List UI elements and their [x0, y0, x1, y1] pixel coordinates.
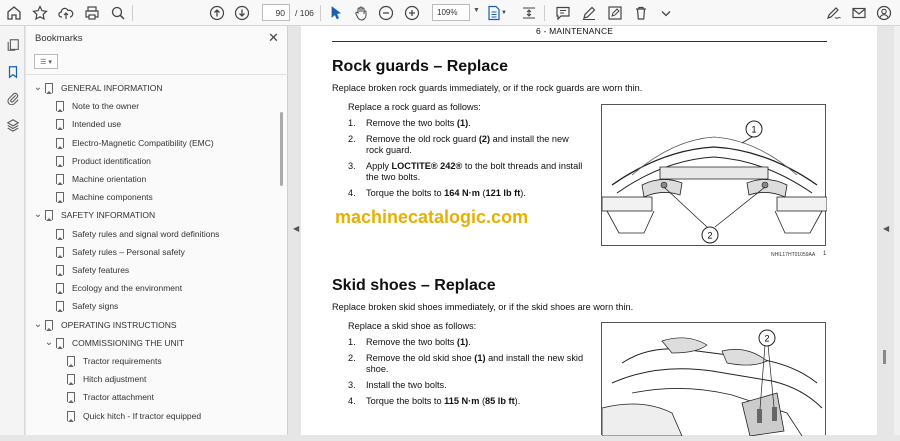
bookmark-flag-icon — [56, 247, 64, 257]
step-text-part: ). — [520, 188, 526, 198]
bookmark-item[interactable] — [44, 115, 121, 133]
star-icon[interactable] — [30, 3, 50, 23]
bookmark-item[interactable] — [44, 279, 182, 297]
step-text-part: Remove the two bolts — [366, 337, 457, 347]
step-text-part: Remove the old skid shoe — [366, 353, 475, 363]
options-list-icon: ☰ ▾ — [40, 58, 52, 66]
page-down-icon[interactable] — [232, 3, 252, 23]
step-text-part: 164 N·m — [444, 188, 480, 198]
bookmark-item[interactable] — [33, 316, 177, 334]
bookmark-flag-icon — [56, 119, 64, 129]
attachment-icon[interactable] — [4, 89, 21, 106]
bookmark-label: Safety features — [72, 265, 130, 275]
rock-guard-figure — [601, 104, 826, 246]
step-number: 1. — [348, 337, 356, 347]
print-icon[interactable] — [82, 3, 102, 23]
bookmark-label: Intended use — [72, 119, 122, 130]
zoom-chevron-down-icon[interactable]: ▼ — [473, 7, 480, 14]
bookmark-item[interactable] — [44, 297, 118, 315]
step-text-part: (1) — [474, 353, 486, 363]
bookmark-flag-icon — [67, 392, 75, 402]
section-intro-rock-guards: Replace broken rock guards immediately, or if the rock guards are worn thin. — [332, 83, 643, 93]
steps-lead-rock-guards: Replace a rock guard as follows: — [348, 102, 481, 112]
main-toolbar — [0, 0, 900, 26]
page-scroll-thumb[interactable] — [883, 350, 886, 364]
account-icon[interactable] — [874, 3, 894, 23]
bookmark-label: COMMISSIONING THE UNIT — [72, 337, 185, 348]
step-text-part: Remove the two bolts — [366, 118, 457, 128]
step-number: 1. — [348, 118, 356, 128]
bookmark-item[interactable] — [55, 352, 162, 370]
bookmark-flag-icon — [56, 301, 64, 311]
sign-pen-icon[interactable] — [824, 3, 844, 23]
bookmark-label: Quick hitch - If tractor equipped — [83, 410, 202, 421]
step-text-part: and install the new rock guard. — [366, 134, 569, 155]
page-total: / 106 — [295, 8, 314, 18]
step-text — [366, 396, 586, 407]
skid-shoe-figure — [601, 322, 826, 435]
bookmark-flag-icon — [56, 338, 64, 348]
bookmark-item[interactable] — [33, 79, 163, 97]
delete-icon[interactable] — [631, 3, 651, 23]
bookmark-label: SAFETY INFORMATION — [61, 210, 156, 221]
step-text-part: (1) — [456, 337, 469, 347]
bookmark-flag-icon — [56, 283, 64, 293]
bookmark-label: Electro-Magnetic Compatibility (EMC) — [72, 137, 214, 148]
bookmark-flag-icon — [45, 210, 53, 220]
bookmark-label: Ecology and the environment — [72, 283, 183, 294]
bookmark-item[interactable] — [55, 407, 201, 425]
callout-2-label-skid: 2 — [764, 333, 770, 344]
collapse-right-icon[interactable]: ◀ — [883, 224, 890, 233]
bookmark-item[interactable] — [44, 152, 151, 170]
step-text-part: Torque the bolts to — [366, 188, 445, 198]
page-up-icon[interactable] — [207, 3, 227, 23]
step-text-part: LOCTITE® 242® — [391, 161, 463, 171]
step-text — [366, 134, 586, 156]
bookmark-item[interactable] — [44, 334, 184, 352]
step-text-part: ( — [479, 396, 486, 406]
rock-guard-illustration — [602, 105, 827, 247]
step-text-part: Install the two bolts. — [366, 380, 447, 390]
step-item — [348, 353, 588, 377]
close-icon[interactable]: ✕ — [268, 30, 279, 45]
figure-number: 1 — [823, 251, 827, 257]
watermark-text: machinecatalogic.com — [335, 207, 529, 227]
bookmark-label: Machine orientation — [72, 174, 147, 184]
step-number: 2. — [348, 134, 356, 144]
bookmarks-title: Bookmarks — [35, 33, 83, 44]
bookmark-flag-icon — [56, 101, 64, 111]
bookmark-label: Safety signs — [72, 301, 119, 312]
bookmark-item[interactable] — [44, 134, 214, 152]
step-text — [366, 161, 586, 183]
bookmark-label: Machine components — [72, 192, 153, 203]
chevron-down-icon[interactable]: ⌄ — [33, 209, 43, 221]
comment-icon[interactable] — [553, 3, 573, 23]
bookmark-flag-icon — [56, 174, 64, 184]
email-icon[interactable] — [849, 3, 869, 23]
bookmark-flag-icon — [56, 156, 64, 166]
bookmark-item[interactable] — [44, 225, 219, 243]
collapse-left-icon[interactable]: ◀ — [293, 224, 300, 233]
bookmark-flag-icon — [67, 411, 75, 421]
upload-cloud-icon[interactable] — [56, 3, 76, 23]
figure-code: NHIL17HT01059AA — [771, 252, 816, 258]
bookmark-item[interactable] — [44, 261, 129, 279]
bookmark-label: OPERATING INSTRUCTIONS — [61, 319, 177, 330]
bookmark-item[interactable] — [44, 97, 139, 115]
step-item — [348, 161, 588, 185]
step-item — [348, 396, 588, 420]
pen-icon[interactable] — [579, 3, 599, 23]
step-text-part: 85 lb ft — [485, 396, 515, 406]
page-thumbnails-icon[interactable] — [4, 36, 21, 53]
zoom-out-icon[interactable] — [376, 3, 396, 23]
step-number: 3. — [348, 161, 356, 171]
step-number: 2. — [348, 353, 356, 363]
chevron-down-icon[interactable]: ⌄ — [33, 82, 43, 93]
step-number: 4. — [348, 188, 356, 198]
step-text — [366, 188, 586, 199]
bookmark-label: Safety rules and signal word definitions — [72, 228, 220, 239]
bookmark-label: Tractor attachment — [83, 392, 155, 403]
section-intro-skid-shoes: Replace broken skid shoes immediately, or if the skid shoes are worn thin. — [332, 302, 634, 312]
bookmarks-icon[interactable] — [4, 63, 21, 80]
step-number: 3. — [348, 380, 356, 390]
skid-shoe-illustration — [602, 323, 827, 436]
step-text-part: . — [468, 118, 471, 128]
bookmark-item[interactable] — [44, 170, 146, 188]
home-icon[interactable] — [4, 3, 24, 23]
more-tools-icon[interactable] — [656, 3, 676, 23]
chevron-down-icon[interactable]: ⌄ — [33, 318, 43, 330]
step-text-part: (2) — [478, 134, 491, 144]
step-text-part: Apply — [366, 161, 392, 171]
select-cursor-icon[interactable] — [326, 3, 346, 23]
bookmark-item[interactable] — [55, 370, 146, 388]
bookmark-label: Product identification — [72, 155, 151, 166]
hand-tool-icon[interactable] — [351, 3, 371, 23]
page-header: 6 - MAINTENANCE — [536, 26, 614, 36]
step-text — [366, 353, 586, 375]
search-icon[interactable] — [108, 3, 128, 23]
chevron-down-icon[interactable]: ⌄ — [44, 336, 54, 348]
bookmark-flag-icon — [67, 374, 75, 384]
zoom-in-icon[interactable] — [402, 3, 422, 23]
page-number-input[interactable]: 90 — [262, 4, 290, 21]
step-text — [366, 380, 586, 391]
step-text-part: 115 N·m — [444, 396, 480, 406]
section-title-rock-guards: Rock guards – Replace — [332, 58, 509, 75]
section-title-skid-shoes: Skid shoes – Replace — [332, 277, 496, 294]
bookmark-label: Hitch adjustment — [83, 374, 147, 385]
step-text-part: 121 lb ft — [485, 188, 521, 198]
bookmark-flag-icon — [56, 229, 64, 239]
bookmark-item[interactable] — [44, 188, 153, 206]
steps-lead-skid-shoes: Replace a skid shoe as follows: — [348, 321, 477, 331]
step-item — [348, 134, 588, 158]
step-text-part: (1) — [456, 118, 469, 128]
bookmark-item[interactable] — [55, 388, 154, 406]
edit-text-icon[interactable] — [605, 3, 625, 23]
step-text-part: ). — [514, 396, 521, 406]
bookmarks-scrollbar[interactable] — [280, 112, 283, 186]
step-text — [366, 337, 586, 348]
callout-2-label: 2 — [707, 230, 713, 241]
bookmark-label: GENERAL INFORMATION — [61, 83, 163, 93]
step-text-part: . — [468, 337, 471, 347]
bookmarks-panel — [26, 26, 288, 435]
step-text — [366, 118, 586, 129]
zoom-level-select[interactable]: 109% — [432, 4, 470, 21]
step-text-part: and install the new skid shoe. — [366, 353, 584, 374]
step-text-part: to the bolt threads and install the two bolts. — [366, 161, 583, 182]
step-text-part: Remove the old rock guard — [366, 134, 479, 144]
layers-icon[interactable] — [4, 116, 21, 133]
bookmark-item[interactable] — [33, 206, 155, 224]
viewer-scrollbar[interactable] — [894, 26, 900, 435]
step-number: 4. — [348, 396, 356, 406]
callout-1-label: 1 — [751, 124, 757, 135]
bookmark-label: Note to the owner — [72, 101, 140, 112]
navigation-rail — [0, 26, 25, 435]
bookmark-flag-icon — [67, 356, 75, 366]
bookmark-flag-icon — [45, 320, 53, 330]
step-text-part: Torque the bolts to — [366, 396, 445, 406]
bookmark-item[interactable] — [44, 243, 185, 261]
bookmark-label: Safety rules – Personal safety — [72, 246, 185, 257]
bookmark-flag-icon — [56, 265, 64, 275]
bookmark-options-button[interactable] — [34, 54, 58, 69]
bookmark-flag-icon — [45, 83, 53, 93]
bookmark-flag-icon — [56, 192, 64, 202]
page-fit-chevron-icon[interactable]: ▼ — [501, 10, 507, 16]
step-text-part: ( — [479, 188, 486, 198]
scroll-mode-icon[interactable] — [519, 3, 539, 23]
bookmark-label: Tractor requirements — [83, 356, 162, 366]
bookmark-flag-icon — [56, 138, 64, 148]
